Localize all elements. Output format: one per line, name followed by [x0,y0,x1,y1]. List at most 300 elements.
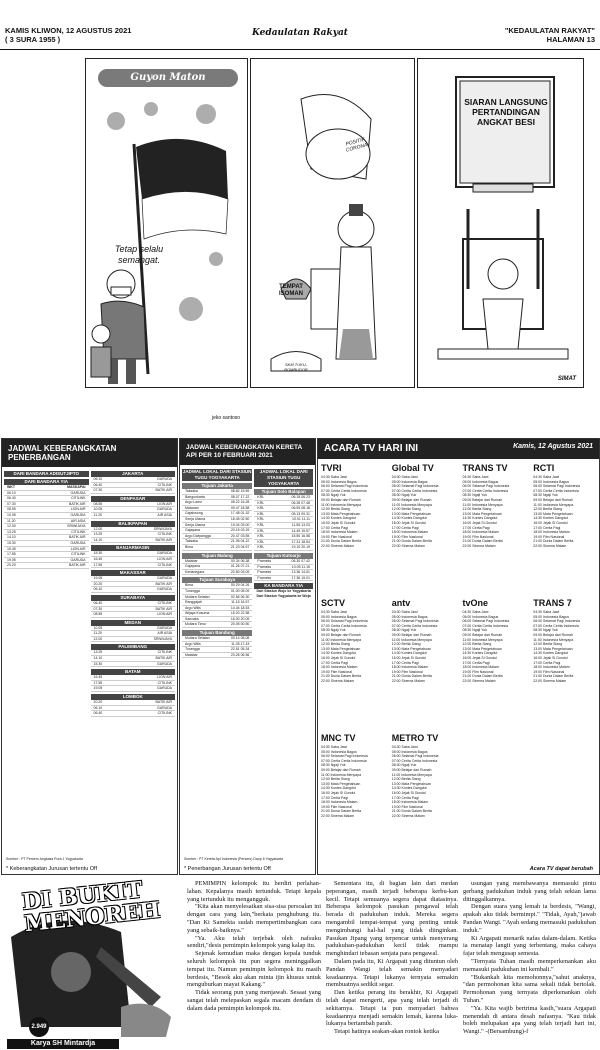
flight-airline: GARUDA [157,477,172,481]
tv-program: 04:30 Saba Jawi [391,745,418,749]
flight-time: 06.10 [7,490,16,495]
train-name: Argo Wilis [185,641,201,646]
train-times: 15.20 22.58 [230,611,250,616]
article-paragraph: Tetapi hatinya seakan-akan rontok ketika [334,1028,439,1036]
tv-program: 22:00 Sinema Malam [391,813,425,818]
flight-time: 06.40 [7,496,16,501]
train-times: 19.10 20.19 [291,545,310,550]
tv-program: 11:00 Indonesia Menyapa [533,502,574,507]
flight-time: 07.30 [93,488,103,493]
guyon-maton-logo: Guyon Maton [98,69,238,87]
flight-time: 13.25 [7,529,16,534]
serial-banner [1,877,183,1050]
tv-program: 17:00 Cerita Pagi [533,525,561,530]
tv-program: 14:30 Kontes Dangdut [391,516,427,521]
train-name: Senja Utama [185,516,206,521]
flight-airline: CITILINK [157,482,172,487]
page-number: HALAMAN 13 [546,35,595,44]
tv-program: 09:00 Belajar dari Rumah [391,632,432,637]
train-name: KRL [257,539,265,544]
train-name: Argo Wilis [185,605,201,610]
flight-airline: LION AIR [70,546,86,551]
tv-program: 17:00 Cerita Pagi [321,660,349,665]
tv-channel-block [392,463,457,549]
airline-row [91,538,176,544]
airline-row [91,488,176,494]
flight-airline: LION AIR [157,612,172,617]
tv-program: 19:00 Film Nasional [462,669,494,674]
flight-airline: BATIK AIR [69,535,86,540]
publication-name: "KEDAULATAN RAKYAT" [504,26,595,35]
train-name: Prameks [257,570,272,575]
article-column-3 [463,880,596,1036]
tv-channel-block [321,733,386,819]
train-name: Malabar [185,652,198,657]
train-name: Mutiara Timur [185,622,207,627]
flight-airline: CITILINK [157,711,172,716]
article-paragraph: Dengan suara yang lemah ia berdesis, "Wangi, apakah aku tidak bermimpi." "Tidak, Ayah,"jawab Pandan Wangi. "Ayah sedang memasuki padukuhan induk." [463,903,596,934]
sura-text: ( 3 SURA 1955 ) [5,35,61,44]
flight-time: 19.05 [7,557,16,562]
flight-time: 15.30 [93,661,103,666]
tv-program: 13:00 Mata Pengetahuan [321,646,361,651]
train-name: KRL [257,517,265,522]
flight-airline: BATIK AIR [155,700,172,705]
tv-program: 18:00 Indonesia Malam [321,530,358,535]
flight-airline: GARUDA [157,705,172,710]
flight-airline: GARUDA [70,490,86,495]
tv-program: 16:00 Jejak Si Gundul [533,655,568,660]
tv-program: 19:00 Film Nasional [321,804,352,809]
tv-program: 07:00 Cerita Cerita Indonesia [533,488,579,493]
train-name: KRL [257,495,265,499]
flight-time: 11.20 [93,512,102,517]
flight-time: 15.30 [93,551,103,556]
airline-col-right [91,469,176,717]
flight-airline: LION AIR [157,556,172,561]
tv-program: 08:30 Ngaji Yuk [391,763,417,768]
train-times: 10.01 11.11 [292,517,310,522]
tv-program: 12:00 Berita Siang [391,642,421,647]
train-name: KRL [257,511,265,516]
tv-program: 04:30 Saba Jawi [462,475,489,479]
tv-program: 12:00 Berita Siang [462,642,492,647]
tv-program: 13:00 Mata Pengetahuan [533,511,573,516]
flight-time: 07.30 [93,606,103,611]
tv-program: 13:00 Mata Pengetahuan [391,646,432,651]
airline-row [91,612,176,618]
tv-channel-logo: antv [391,598,411,608]
serial-number: 2.949 [29,1017,49,1037]
train-name: Prameks [257,575,272,580]
tv-program: 05:00 Indonesia Bagus [391,614,428,619]
tv-program: 21:00 Dunia Dalam Berita [391,674,432,679]
tv-schedule-panel [317,438,600,875]
article-paragraph: Sejenak kemudian maka dengan kepala tunduk seluruh kelompok itu pun segera meninggalkan tempat itu. Namun pemimpin kelompok itu masih berdesis, "Besok aku akan minta ijin khusus untuk menguburkan mayat Kakang." [187,950,321,989]
airline-row [91,513,176,519]
date-text: KAMIS KLIWON, 12 AGUSTUS 2021 [5,26,132,35]
flight-time: 19.05 [93,686,103,691]
article-paragraph: "Ternyata Tuhan masih memperkenankan aku memasuki padukuhan ini kembali." [463,957,596,973]
tv-program: 12:00 Berita Siang [462,507,492,512]
tv-program: 17:00 Cerita Pagi [321,525,349,530]
train-times: 08.07 17.22 [230,494,250,499]
tv-program: 06:00 Selamat Pagi Indonesia [391,754,439,759]
train-row [182,545,252,551]
stasiun-yogya-wojo: Dari Stasiun Yogyakarta ke Wojo [256,593,311,598]
train-tab-1: JADWAL LOKAL DARI STASIUN TUGU YOGYAKARTA [182,469,252,480]
tv-channel-logo: SCTV [321,598,346,608]
tv-channel-logo: Global TV [391,463,434,473]
tv-program: 13:00 Mata Pengetahuan [391,781,432,786]
flight-time: 14.10 [7,535,16,540]
comic-credit: jeko santoso [212,415,241,421]
flight-airline: BATIK AIR [155,488,172,493]
flight-airline: CITILINK [71,529,86,534]
airline-col-left [4,469,89,717]
tv-program: 08:30 Ngaji Yuk [321,628,346,633]
tv-channel-block [321,598,386,684]
tv-program: 16:00 Jejak Si Gundul [391,655,426,660]
airline-col-maskapai: MASKAPAI [67,485,86,489]
tv-program: 06:00 Selamat Pagi Indonesia [533,619,580,624]
bottle-label: POSITIF CORONA [345,136,369,154]
train-times: 08.22 16.28 [230,500,250,505]
train-name: Taksaka [185,539,198,544]
train-name: Mataram [185,505,199,510]
tv-date: Kamis, 12 Agustus 2021 [513,443,593,450]
tv-channel-block [321,463,386,549]
tv-listings [318,459,599,864]
airline-row [91,587,176,593]
flight-airline: BATIK AIR [155,581,172,586]
train-times: 17.36 19.01 [291,575,310,580]
airline-footer-note: * Keberangkatan Jurusan tertentu Off [6,866,98,872]
article-paragraph: "Kita akan menyelesaikan sisa-sisa persoalan ini dengan cara yang lain,"berkata penghubung itu. "Dan Ki Samekta sudah mempertimbangkan cara yang sebaik-baiknya." [187,903,321,934]
article-paragraph: Dalam pada itu, Ki Argapati yang dituntun oleh Pandan Wangi telah semakin menyadari keadaannya. Tetapi lukanya ternyata semakin membuatnya sedikit segar. [326,957,458,989]
flight-time: 13.25 [93,650,103,655]
article-paragraph: "Ya. Kita wajib bertrima kasih,"suara Argapati menendah di antara desah nafasnya. "Kau tidak boleh melupakan apa yang telah terjadi hari ini, Wangi." -(Bersambung)-f [463,1004,596,1036]
train-name: Sancaka [185,616,199,621]
tv-program: 09:00 Belajar dari Rumah [321,767,361,772]
train-name: Wijaya Kusuma [185,611,210,616]
airline-city-header: JAKARTA [91,471,176,477]
tv-program: 14:30 Kontes Dangdut [462,516,498,521]
flight-time: 15.30 [7,540,16,545]
tv-program: 19:00 Film Nasional [391,534,423,539]
train-times: 16.00 20.09 [230,616,250,621]
flight-time: 06.10 [93,705,103,710]
train-name: KRL [257,545,265,550]
tv-program: 18:00 Indonesia Malam [533,665,570,670]
tv-program: 22:00 Sinema Malam [321,543,355,548]
flight-airline: AIR ASIA [157,631,172,636]
train-name: Ranggajati [185,600,202,605]
flight-airline: GARUDA [70,512,86,517]
airline-section-yia: DARI BANDARA YIA [4,479,89,485]
tv-program: 05:00 Indonesia Bagus [391,749,428,754]
tv-program: 07:00 Cerita Cerita Indonesia [391,488,438,493]
tv-program: 09:00 Belajar dari Rumah [321,632,361,637]
tv-program: 04:30 Saba Jawi [391,610,418,614]
tv-program: 18:00 Indonesia Malam [321,800,358,805]
tv-program: 05:00 Indonesia Bagus [462,479,499,484]
train-times: 08.13 09.31 [291,511,310,516]
flight-airline: LION AIR [70,507,86,512]
flight-time: 19.05 [93,576,103,581]
flight-airline: GARUDA [157,625,172,630]
tv-channel-logo: tvOne [462,598,489,608]
flight-airline: BATIK AIR [155,606,172,611]
tv-program: 21:00 Dunia Dalam Berita [533,539,574,544]
train-times: 00.29 04.26 [230,583,250,588]
tv-program: 06:00 Selamat Pagi Indonesia [462,484,510,489]
flight-airline: BATIK AIR [69,501,86,506]
train-times: 06.28 07.48 [291,500,310,505]
tv-program: 06:00 Selamat Pagi Indonesia [391,484,439,489]
flight-airline: CITILINK [157,600,172,605]
train-bandung-list [182,636,252,658]
train-name: KRL [257,522,265,527]
train-times: 02.56 06.30 [230,594,250,599]
tv-program: 16:00 Jejak Si Gundul [321,520,356,525]
train-name: Mutiara Selatan [185,636,210,641]
airline-city-header: LOMBOK [91,694,176,700]
train-times: 08.82 15.59 [230,489,250,493]
flight-airline: AIR ASIA [157,512,172,517]
tv-program: 17:00 Cerita Pagi [391,525,419,530]
serial-title: DI BUKIT MENOREH [20,876,162,938]
serial-author: Karya SH Mintardja [7,1039,119,1049]
tv-program: 17:00 Cerita Pagi [533,660,561,665]
tv-program: 18:00 Indonesia Malam [533,530,570,535]
tv-program: 09:00 Belajar dari Rumah [533,632,573,637]
train-times: 13.36 14.51 [291,570,310,575]
airline-city-header: MEDAN [91,620,176,626]
train-times: 01.00 05.09 [230,588,250,593]
train-times: 10.05 11.15 [291,564,310,569]
tv-program: 06:00 Selamat Pagi Indonesia [321,484,368,489]
flight-airline: SRIWIJAYA [67,524,86,529]
train-times: 06.59 08.18 [291,506,310,511]
tv-program: 05:00 Indonesia Bagus [391,479,428,484]
flight-airline: CITILINK [157,562,172,567]
tv-program: 11:00 Indonesia Menyapa [321,502,362,507]
flight-airline: BATIK AIR [155,656,172,661]
tv-program: 12:00 Berita Siang [391,507,421,512]
tv-channel-logo: TRANS 7 [533,598,572,608]
train-times: 11.55 13.03 [291,522,310,527]
train-footer-note: * Penerbangan Jurusan tertentu Off [184,866,271,872]
flight-time: 06.40 [93,600,103,605]
tv-program: 08:30 Ngaji Yuk [462,628,487,633]
airline-source: Sumber : PT Persero Angkasa Pura 1 Yogyakarta [6,857,83,862]
tv-program: 06:00 Selamat Pagi Indonesia [321,754,368,759]
tv-channel-logo: MNC TV [321,733,356,743]
train-times: 11.05 17.43 [231,641,250,646]
tv-program: 12:00 Berita Siang [321,642,350,647]
tv-program: 16:00 Jejak Si Gundul [321,790,356,795]
ka-bandara-yia: KA BANDARA YIA [254,583,313,589]
tv-program: 08:30 Ngaji Yuk [533,628,558,633]
vase-text: SKM TUKU-BOMBUDOR [284,362,308,372]
flight-time: 14.10 [93,656,103,661]
tv-program: 12:00 Berita Siang [321,777,350,782]
tv-program: 13:00 Mata Pengetahuan [321,511,361,516]
tv-program: 21:00 Dunia Dalam Berita [391,809,432,814]
flight-time: 06.10 [93,477,103,481]
flight-airline: CITILINK [71,552,86,557]
train-times: 20.15 03.29 [230,528,250,533]
tujuan-jakarta: Tujuan Jakarta [182,483,252,489]
airline-city-header: BALIKPAPAN [91,521,176,527]
train-name: Malabar [185,558,198,563]
tv-program: 22:00 Sinema Malam [462,678,496,683]
train-name: Bangunkarta [185,494,205,499]
flight-time: 12.00 [93,636,103,641]
tv-program: 09:00 Belajar dari Rumah [462,497,503,502]
tv-channel-block [392,733,457,819]
tujuan-surabaya: Tujuan Surabaya [182,577,252,583]
tv-channel-logo: TVRI [321,463,342,473]
tv-channel-block [463,463,528,549]
train-col-right [254,467,313,658]
tv-program: 07:00 Cerita Cerita Indonesia [391,758,438,763]
flight-airline: SRIWIJAYA [153,526,172,531]
article-paragraph: PEMIMPIN kelompok itu berdiri perlahan-lahan. Kepalanya masih tertunduk. Tetapi kepala yang tertunduk itu mengangguk. [187,880,321,903]
artist-signature: SIMAT [557,376,577,382]
tv-program: 21:00 Dunia Dalam Berita [321,539,362,544]
tv-program: 14:30 Kontes Dangdut [462,651,498,656]
flight-time: 06.40 [93,482,103,487]
flight-time: 20.20 [93,581,103,586]
train-times: 14.44 18.53 [230,605,250,610]
tv-program: 16:00 Jejak Si Gundul [462,655,497,660]
flight-airline: AIR ASIA [70,518,86,523]
tv-program: 05:00 Indonesia Bagus [533,614,570,619]
tv-program: 18:00 Indonesia Malam [391,800,429,805]
tv-program: 09:00 Belajar dari Rumah [462,632,503,637]
tv-program: 11:00 Indonesia Menyapa [321,637,362,642]
flight-airline: CITILINK [157,680,172,685]
train-times: 14.49 15.57 [291,528,310,533]
train-name: Mutiara Selatan [185,594,210,599]
tv-program: 18:00 Indonesia Malam [321,665,358,670]
article-paragraph: Tidak seorang pun yang menjawab. Sesaat yang sangat telah melepaskan segala macam dendam di dalam dada pemimpin kelompok itu. [187,989,321,1012]
tv-program: 13:00 Mata Pengetahuan [462,646,502,651]
tv-program: 16:00 Jejak Si Gundul [391,790,426,795]
tv-program: 07:00 Cerita Cerita Indonesia [321,758,367,763]
flight-time: 10.05 [7,512,16,517]
tv-program: 14:30 Kontes Dangdut [321,651,356,656]
article-paragraph: Ki Argapati menarik nafas dalam-dalam. Ketika ia menatap langit yang terbentang, maka cahaya fajar telah mengusap semesta. [463,934,596,958]
train-times: 09.47 18.58 [230,505,250,510]
train-name: Kertanegara [185,569,205,574]
tv-program: 07:00 Cerita Cerita Indonesia [533,623,579,628]
tv-program: 17:00 Cerita Pagi [391,795,419,800]
comic-isoman [250,58,415,388]
flight-time: 11.20 [93,631,102,636]
train-row [254,576,313,582]
train-name: Gajayana [185,528,200,533]
airline-city-header: SURABAYA [91,595,176,601]
tv-program: 17:00 Cerita Pagi [462,660,490,665]
tv-program: 07:00 Cerita Cerita Indonesia [391,623,438,628]
train-times: 21.23 04.57 [230,544,250,549]
tv-channel-logo: RCTI [533,463,555,473]
flight-time: 07.30 [7,501,16,506]
flight-airline: GARUDA [157,587,172,592]
train-times: 11.15 16.57 [231,600,250,605]
train-times: 17.48 01.32 [230,511,250,516]
flight-airline: CITILINK [71,496,86,501]
tv-channel-logo: TRANS TV [462,463,508,473]
train-name: KRL [257,534,265,539]
train-name: KRL [257,506,265,511]
flight-airline: SRIWIJAYA [153,636,172,641]
train-name: Prameks [257,564,272,569]
tv-channel-block [463,598,528,684]
tv-program: 05:00 Indonesia Bagus [321,749,357,754]
train-times: 18.45 02.50 [230,516,250,521]
train-name: Argo Lawu [185,500,202,505]
train-name: KRL [257,528,265,533]
flight-airline: GARUDA [157,551,172,556]
airline-city-header: BATAM [91,669,176,675]
tv-program: 04:30 Saba Jawi [462,610,489,614]
flight-time: 08.55 [93,501,103,506]
train-name: Bima [185,583,193,588]
tv-program: 09:00 Belajar dari Rumah [533,497,573,502]
tv-program: 13:00 Mata Pengetahuan [321,781,361,786]
tv-program: 18:00 Indonesia Malam [462,665,499,670]
tv-program: 17:00 Cerita Pagi [462,525,490,530]
airline-row [91,662,176,668]
article-paragraph: "Ya. Aku telah terjebak oleh nafsuku sendiri,"desis pemimpin kelompok yang kalap itu. [187,934,321,950]
flight-airline: BATIK AIR [155,537,172,542]
tv-program: 09:00 Belajar dari Rumah [391,497,432,502]
train-times: 00.14 08.08 [230,636,250,641]
flight-time: 11.20 [7,518,16,523]
flight-airline: LION AIR [157,501,172,506]
tujuan-solo: Tujuan Solo Balapan [254,489,313,495]
tv-program: 18:00 Indonesia Malam [391,530,429,535]
tv-program: 19:00 Film Nasional [462,534,494,539]
tv-program: 22:00 Sinema Malam [533,543,567,548]
train-name: Turangga [185,588,200,593]
flight-time: 12.00 [93,526,103,531]
tv-program: 08:30 Ngaji Yuk [462,493,487,498]
flight-time: 06.40 [93,711,103,716]
tv-program: 18:00 Indonesia Malam [462,530,499,535]
tv-program: 07:00 Cerita Cerita Indonesia [321,488,367,493]
article-paragraph: usungan yang membawanya memasuki pintu gerbang padukuhan induk yang telah sekian lama ditinggalkannya. [463,880,596,903]
tv-channel-block [533,598,598,684]
article-column-1 [187,880,321,1013]
flight-airline: GARUDA [70,540,86,545]
tv-program: 08:30 Ngaji Yuk [321,493,346,498]
tv-program: 04:30 Saba Jawi [533,475,560,479]
tv-header [318,439,599,459]
train-times: 23.26 06.56 [230,652,250,657]
tv-program: 16:00 Jejak Si Gundul [321,655,356,660]
flight-time: 17.55 [7,552,16,557]
article-paragraph: "Bukankah kita memohonnya,"sahut anaknya, "dan permohonan kita sama sekali tidak bertolak. Permohonan yang ternyata diperkenankan oleh Tuhan." [463,973,596,1004]
flight-airline: GARUDA [157,686,172,691]
flight-time: 20.20 [7,563,16,568]
train-times: 19.04 03.00 [230,522,250,527]
airline-row [91,563,176,569]
